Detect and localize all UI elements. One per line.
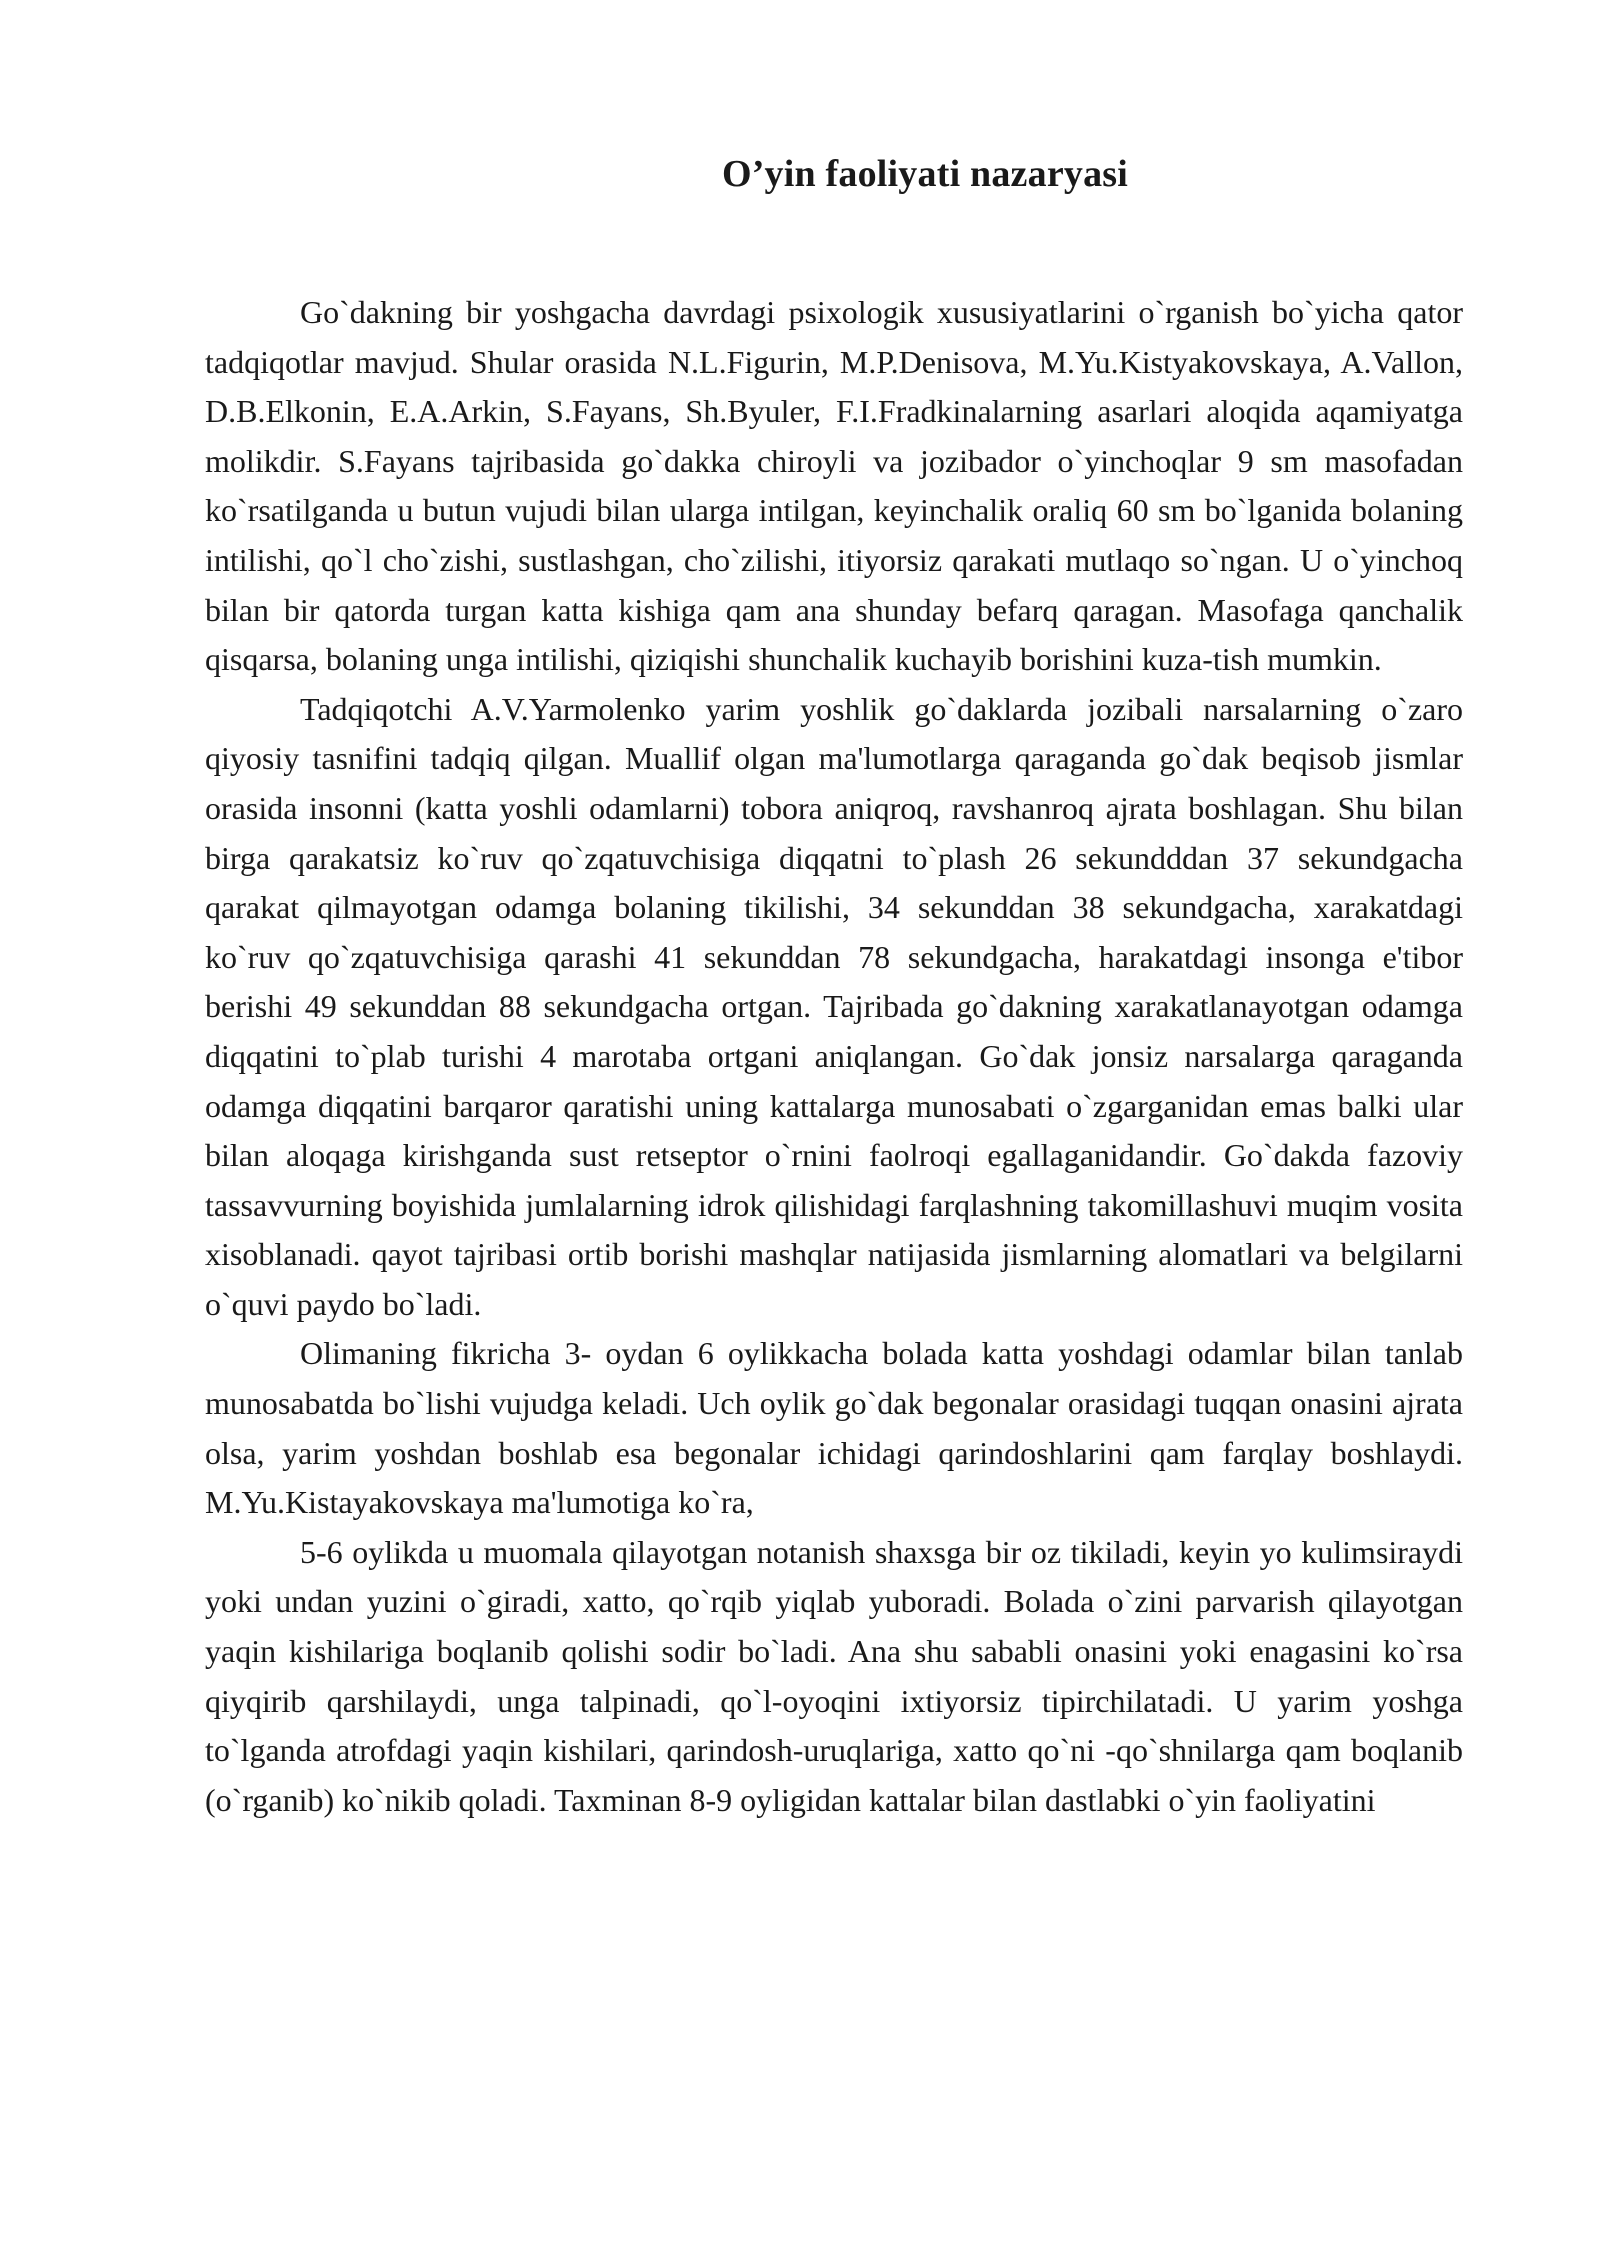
- paragraph: 5-6 oylikda u muomala qilayotgan notanish shaxsga bir oz tikiladi, keyin yo kulimsiraydi yoki undan yuzini o`giradi, xatto, qo`rqib yiqlab yuboradi. Bolada o`zini parvarish qilayotgan yaqin kishilariga boqlanib qolishi sodir bo`ladi. Ana shu sababli onasini yoki enagasini ko`rsa qiyqirib qarshilaydi, unga talpinadi, qo`l-oyoqini ixtiyorsiz tipirchilatadi. U yarim yoshga to`lganda atrofdagi yaqin kishilari, qarindosh-uruqlariga, xatto qo`ni -qo`shnilarga qam boqlanib (o`rganib) ko`nikib qoladi. Taxminan 8-9 oyligidan kattalar bilan dastlabki o`yin faoliyatini: [205, 1533, 1463, 1818]
- paragraph: Tadqiqotchi A.V.Yarmolenko yarim yoshlik go`daklarda jozibali narsalarning o`zaro qiyosiy tasnifini tadqiq qilgan. Muallif olgan ma'lumotlarga qaraganda go`dak beqisob jismlar orasida insonni (katta yoshli odamlarni) tobora aniqroq, ravshanroq ajrata boshlagan. Shu bilan birga qarakatsiz ko`ruv qo`zqatuvchisiga diqqatni to`plash 26 sekundddan 37 sekundgacha qarakat qilmayotgan odamga bolaning tikilishi, 34 sekunddan 38 sekundgacha, xarakatdagi ko`ruv qo`zqatuvchisiga qarashi 41 sekunddan 78 sekundgacha, harakatdagi insonga e'tibor berishi 49 sekunddan 88 sekundgacha ortgan. Tajribada go`dakning xarakatlanayotgan odamga diqqatini to`plab turishi 4 marotaba ortgani aniqlangan. Go`dak jonsiz narsalarga qaraganda odamga diqqatini barqaror qaratishi uning kattalarga munosabati o`zgarganidan emas balki ular bilan aloqaga kirishganda sust retseptor o`rnini faolroqi egallaganidandir. Go`dakda fazoviy tassavvurning boyishida jumlalarning idrok qilishidagi farqlashning takomillashuvi muqim vosita xisoblanadi. qayot tajribasi ortib borishi mashqlar natijasida jismlarning alomatlari va belgilarni o`quvi paydo bo`ladi.: [205, 690, 1463, 1322]
- document-body: [205, 288, 1463, 1825]
- document-title: O’yin faoliyati nazaryasi: [721, 153, 1129, 195]
- paragraph: Go`dakning bir yoshgacha davrdagi psixologik xususiyatlarini o`rganish bo`yicha qator tadqiqotlar mavjud. Shular orasida N.L.Figurin, M.P.Denisova, M.Yu.Kistyakovskaya, A.Vallon, D.B.Elkonin, E.A.Arkin, S.Fayans, Sh.Byuler, F.I.Fradkinalarning asarlari aloqida aqamiyatga molikdir. S.Fayans tajribasida go`dakka chiroyli va jozibador o`yinchoqlar 9 sm masofadan ko`rsatilganda u butun vujudi bilan ularga intilgan, keyinchalik oraliq 60 sm bo`lganida bolaning intilishi, qo`l cho`zishi, sustlashgan, cho`zilishi, itiyorsiz qarakati mutlaqo so`ngan. U o`yinchoq bilan bir qatorda turgan katta kishiga qam ana shunday befarq qaragan. Masofaga qanchalik qisqarsa, bolaning unga intilishi, qiziqishi shunchalik kuchayib borishini kuza-tish mumkin.: [205, 294, 1463, 678]
- paragraph: Olimaning fikricha 3- oydan 6 oylikkacha bolada katta yoshdagi odamlar bilan tanlab munosabatda bo`lishi vujudga keladi. Uch oylik go`dak begonalar orasidagi tuqqan onasini ajrata olsa, yarim yoshdan boshlab esa begonalar ichidagi qarindoshlarini qam farqlay boshlaydi. M.Yu.Kistayakovskaya ma'lumotiga ko`ra,: [205, 1335, 1463, 1521]
